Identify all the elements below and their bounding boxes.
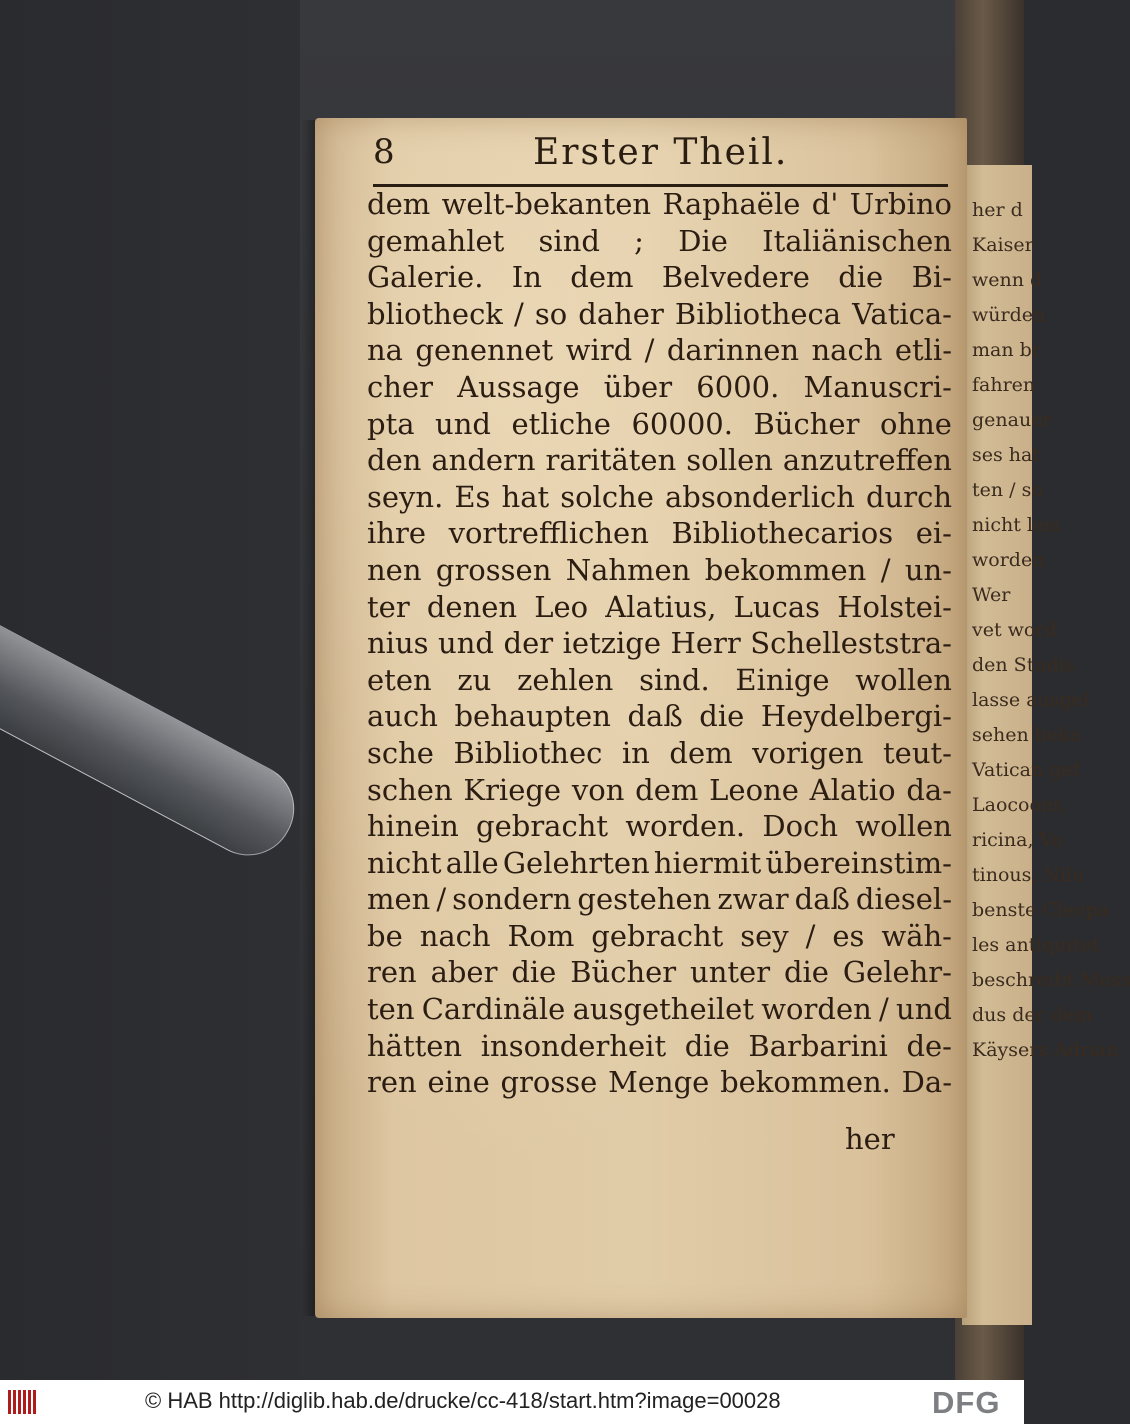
- word: Alatio: [809, 772, 896, 807]
- word: Bücher: [570, 955, 677, 990]
- facing-line: den Studis: [972, 654, 1075, 676]
- word: vortrefflichen: [448, 516, 649, 551]
- word: Lucas: [733, 589, 821, 624]
- word: diesel-: [855, 882, 952, 917]
- word: /: [805, 918, 816, 953]
- word: ietzige: [562, 626, 661, 661]
- word: worden: [761, 992, 872, 1027]
- word: ihre: [367, 516, 426, 551]
- text-line: [367, 625, 952, 662]
- text-line: [367, 881, 952, 918]
- word: Belvedere: [661, 260, 810, 295]
- word: nen: [367, 552, 422, 587]
- word: na: [367, 333, 403, 368]
- facing-line: ses hat: [972, 444, 1040, 466]
- word: grosse: [500, 1065, 598, 1100]
- word: genennet: [415, 333, 554, 368]
- word: Gelehr-: [842, 955, 952, 990]
- text-line: [367, 1028, 952, 1065]
- facing-line: Käysers Adrian: [972, 1039, 1119, 1061]
- word: Nahmen: [565, 552, 691, 587]
- word: zu: [457, 662, 492, 697]
- word: Kriege: [463, 772, 562, 807]
- word: daß: [627, 699, 683, 734]
- text-line: [367, 735, 952, 772]
- word: nach: [419, 918, 491, 953]
- word: ausgetheilet: [572, 992, 754, 1027]
- word: Da-: [901, 1065, 952, 1100]
- word: Menge: [608, 1065, 710, 1100]
- word: die: [699, 699, 745, 734]
- word: Leo: [534, 589, 589, 624]
- word: hätten: [367, 1028, 463, 1063]
- word: ohne: [879, 406, 952, 441]
- word: etliche: [511, 406, 611, 441]
- text-line: [367, 442, 952, 479]
- word: Leone: [709, 772, 799, 807]
- word: sey: [740, 918, 789, 953]
- word: alle: [445, 845, 499, 880]
- source-link[interactable]: © HAB http://diglib.hab.de/drucke/cc-418/start.htm?image=00028: [145, 1388, 781, 1413]
- word: Raphaële: [662, 187, 801, 221]
- word: zehlen: [517, 662, 614, 697]
- text-line: [367, 589, 952, 626]
- word: nius: [367, 626, 429, 661]
- text-line: [367, 845, 952, 882]
- word: schen: [367, 772, 453, 807]
- text-line: [367, 808, 952, 845]
- word: wäh-: [881, 918, 952, 953]
- word: es: [832, 918, 865, 953]
- facing-line: sehen beka: [972, 724, 1081, 746]
- word: andern: [431, 443, 536, 478]
- page-number: 8: [373, 132, 395, 172]
- word: die: [838, 260, 884, 295]
- word: Bibliotheca: [674, 296, 842, 331]
- word: grossen: [435, 552, 552, 587]
- word: ren: [367, 1065, 417, 1100]
- word: wollen: [855, 809, 952, 844]
- word: 6000.: [696, 369, 780, 404]
- word: behaupten: [454, 699, 611, 734]
- word: daß: [794, 882, 850, 917]
- word: durch: [865, 479, 952, 514]
- word: seyn.: [367, 479, 444, 514]
- word: de-: [906, 1028, 952, 1063]
- word: dem: [367, 187, 431, 221]
- word: wird: [565, 333, 633, 368]
- facing-line: her d: [972, 199, 1023, 221]
- word: hat: [501, 479, 550, 514]
- word: den: [367, 443, 422, 478]
- word: über: [603, 369, 673, 404]
- word: sollen: [686, 443, 773, 478]
- word: zwar: [717, 882, 789, 917]
- text-line: [367, 479, 952, 516]
- word: bekommen: [704, 552, 867, 587]
- word: gestehen: [577, 882, 712, 917]
- word: Heydelbergi-: [760, 699, 952, 734]
- word: Barbarini: [748, 1028, 888, 1063]
- word: gebracht: [591, 918, 724, 953]
- word: Einige: [735, 662, 830, 697]
- word: Doch: [762, 809, 839, 844]
- word: Manuscri-: [803, 369, 952, 404]
- plastic-page-holder: [0, 615, 310, 871]
- word: Rom: [507, 918, 575, 953]
- word: Bibliothecarios: [671, 516, 894, 551]
- word: Bücher: [753, 406, 860, 441]
- word: ei-: [915, 516, 952, 551]
- text-line: [367, 259, 952, 296]
- word: vorigen: [752, 735, 864, 770]
- facing-page: [962, 165, 1130, 1325]
- word: von: [571, 772, 625, 807]
- word: aber: [430, 955, 498, 990]
- word: be: [367, 918, 403, 953]
- word: hinein: [367, 809, 459, 844]
- word: teut-: [883, 735, 952, 770]
- word: Es: [454, 479, 491, 514]
- word: ter: [367, 589, 410, 624]
- word: eten: [367, 662, 432, 697]
- text-line: [367, 662, 952, 699]
- word: nicht: [367, 845, 442, 880]
- word: Galerie.: [367, 260, 484, 295]
- facing-line: fahren: [972, 374, 1036, 396]
- word: ;: [634, 223, 644, 258]
- facing-line: Wer: [972, 584, 1011, 606]
- word: daher: [578, 296, 664, 331]
- word: sind: [538, 223, 600, 258]
- word: 60000.: [631, 406, 733, 441]
- word: Holstei-: [837, 589, 952, 624]
- word: eine: [427, 1065, 490, 1100]
- text-line: [367, 772, 952, 809]
- running-title: Erster Theil.: [533, 132, 789, 173]
- facing-page-lines: [962, 165, 1130, 1068]
- text-line: [367, 186, 952, 223]
- book-page: [315, 118, 967, 1318]
- word: Schelleststra-: [750, 626, 952, 661]
- word: /: [436, 882, 447, 917]
- word: Alatius,: [605, 589, 717, 624]
- word: Aussage: [457, 369, 580, 404]
- facing-line: les antiquitet: [972, 934, 1100, 956]
- word: nach: [811, 333, 883, 368]
- text-line: [367, 954, 952, 991]
- word: welt-bekanten: [441, 187, 652, 221]
- facing-line: Laocoons,: [972, 794, 1069, 816]
- facing-line: dus der dem: [972, 1004, 1093, 1026]
- word: Cardinäle: [421, 992, 566, 1027]
- facing-line: benste Cleopa: [972, 899, 1110, 921]
- word: d': [811, 187, 839, 221]
- word: übereinstim-: [765, 845, 952, 880]
- word: Vatica-: [852, 296, 952, 331]
- hab-logo-icon: [8, 1390, 38, 1414]
- facing-line: man br: [972, 339, 1041, 361]
- word: Die: [678, 223, 728, 258]
- text-line: [367, 1064, 952, 1101]
- word: dem: [570, 260, 634, 295]
- word: men: [367, 882, 431, 917]
- word: wollen: [855, 662, 952, 697]
- word: der: [503, 626, 554, 661]
- word: worden.: [625, 809, 746, 844]
- word: absonderlich: [664, 479, 855, 514]
- word: die: [511, 955, 557, 990]
- word: Urbino: [849, 187, 952, 221]
- word: gebracht: [476, 809, 609, 844]
- word: bliotheck: [367, 296, 503, 331]
- word: darinnen: [666, 333, 800, 368]
- word: da-: [906, 772, 952, 807]
- word: In: [511, 260, 542, 295]
- word: in: [621, 735, 650, 770]
- facing-line: nicht leis: [972, 514, 1061, 536]
- facing-line: lasse ausgel: [972, 689, 1089, 711]
- word: ren: [367, 955, 417, 990]
- facing-line: ricina, Vo: [972, 829, 1063, 851]
- word: /: [880, 552, 891, 587]
- facing-line: tinous, Nilu: [972, 864, 1085, 886]
- word: denen: [426, 589, 518, 624]
- word: Gelehrten: [502, 845, 650, 880]
- word: anzutreffen: [782, 443, 952, 478]
- word: /: [513, 296, 524, 331]
- word: gemahlet: [367, 223, 505, 258]
- word: und: [896, 992, 952, 1027]
- text-line: [367, 223, 952, 260]
- word: insonderheit: [480, 1028, 667, 1063]
- word: pta: [367, 406, 415, 441]
- text-line: [367, 369, 952, 406]
- page-header: [373, 132, 953, 182]
- text-line: [367, 515, 952, 552]
- text-line: [367, 406, 952, 443]
- word: /: [644, 333, 655, 368]
- facing-line: beschreibt Mess: [972, 969, 1130, 991]
- page-text: [367, 186, 952, 1101]
- word: hiermit: [653, 845, 762, 880]
- word: die: [684, 1028, 730, 1063]
- text-line: [367, 296, 952, 333]
- word: etli-: [894, 333, 952, 368]
- catchword: her: [845, 1122, 895, 1156]
- facing-line: Kaiser: [972, 234, 1034, 256]
- viewer-footer: [0, 1380, 1024, 1424]
- text-line: [367, 918, 952, 955]
- word: /: [879, 992, 889, 1027]
- text-line: [367, 332, 952, 369]
- word: Bibliothec: [453, 735, 603, 770]
- facing-line: genauer: [972, 409, 1052, 431]
- word: sind.: [639, 662, 710, 697]
- facing-line: Vatican gef: [972, 759, 1080, 781]
- facing-line: vet word: [972, 619, 1057, 641]
- word: auch: [367, 699, 438, 734]
- word: die: [783, 955, 829, 990]
- word: Bi-: [911, 260, 952, 295]
- word: cher: [367, 369, 433, 404]
- word: und: [435, 406, 491, 441]
- facing-line: würden: [972, 304, 1046, 326]
- word: bekommen.: [720, 1065, 891, 1100]
- word: so: [534, 296, 568, 331]
- facing-line: wenn d: [972, 269, 1043, 291]
- word: sondern: [452, 882, 572, 917]
- dfg-logo: DFG: [932, 1385, 1001, 1420]
- word: dem: [635, 772, 699, 807]
- word: un-: [904, 552, 952, 587]
- text-line: [367, 698, 952, 735]
- word: raritäten: [545, 443, 677, 478]
- word: ten: [367, 992, 415, 1027]
- word: und: [438, 626, 494, 661]
- facing-line: worden: [972, 549, 1045, 571]
- facing-line: ten / so: [972, 479, 1043, 501]
- word: unter: [690, 955, 771, 990]
- text-line: [367, 991, 952, 1028]
- word: Italiänischen: [762, 223, 952, 258]
- word: Herr: [670, 626, 741, 661]
- word: sche: [367, 735, 434, 770]
- text-line: [367, 552, 952, 589]
- word: dem: [669, 735, 733, 770]
- word: solche: [560, 479, 654, 514]
